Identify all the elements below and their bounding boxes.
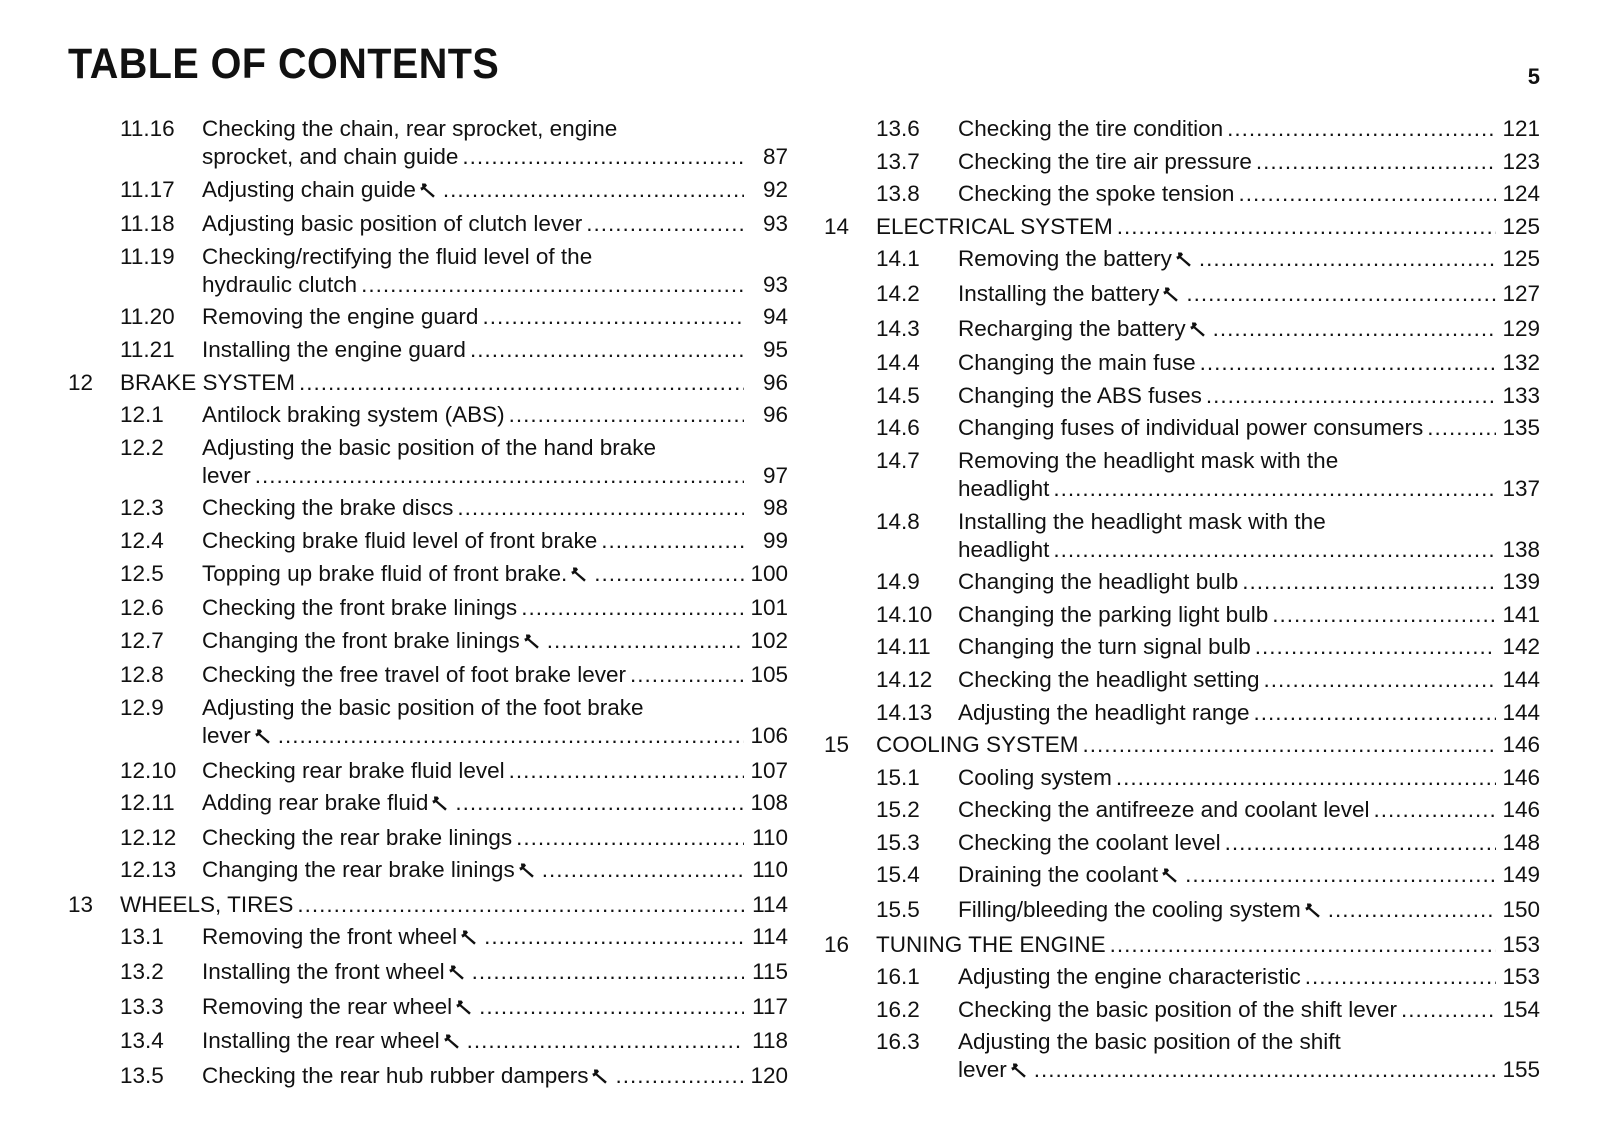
- toc-entry[interactable]: [824, 382, 1540, 410]
- toc-entry-page: 135: [1502, 415, 1540, 441]
- toc-entry-page: 92: [762, 176, 788, 202]
- toc-entry[interactable]: [824, 931, 1540, 959]
- toc-entry-number: 16.2: [876, 996, 920, 1022]
- toc-entry-title: sprocket, and chain guide: [202, 144, 459, 169]
- toc-entry-number: 12.1: [120, 402, 164, 428]
- toc-entry-page: 87: [762, 144, 788, 169]
- dot-leader: [1256, 148, 1496, 176]
- dot-leader: [1213, 315, 1496, 343]
- dot-leader: [1328, 896, 1496, 924]
- toc-entry-page: 137: [1502, 475, 1540, 501]
- toc-entry-title: Changing the headlight bulb: [958, 569, 1239, 595]
- toc-entry-title: Checking the tire air pressure: [958, 148, 1252, 174]
- dot-leader: [1053, 475, 1496, 503]
- toc-entry-title: Checking the chain, rear sprocket, engine: [202, 116, 618, 141]
- toc-entry-number: 13.2: [120, 959, 164, 985]
- wrench-icon: [455, 995, 475, 1023]
- toc-entry-title: Checking the basic position of the shift lever: [958, 996, 1397, 1022]
- toc-entry-title: lever: [958, 1056, 1030, 1086]
- toc-entry-title: Installing the engine guard: [202, 336, 466, 362]
- toc-entry-title: Adjusting the headlight range: [958, 699, 1250, 725]
- dot-leader: [455, 789, 744, 817]
- toc-entry-page: 124: [1502, 181, 1540, 207]
- toc-entry-page: 93: [762, 271, 788, 297]
- toc-entry-page: 139: [1502, 569, 1540, 595]
- toc-entry-number: 14.8: [876, 508, 920, 534]
- toc-entry-page: 132: [1502, 350, 1540, 376]
- toc-entry-title: Recharging the battery: [958, 315, 1209, 345]
- toc-entry-number: 11.20: [120, 304, 175, 330]
- toc-entry[interactable]: [824, 115, 1540, 143]
- toc-entry-title: lever: [202, 722, 274, 752]
- dot-leader: [1374, 796, 1496, 824]
- dot-leader: [1110, 931, 1496, 959]
- toc-entry-title: Adjusting basic position of clutch lever: [202, 211, 583, 237]
- toc-entry-number: 15: [824, 732, 850, 758]
- dot-leader: [1185, 861, 1496, 889]
- toc-entry-number: 13.6: [876, 116, 920, 141]
- toc-entry[interactable]: [68, 176, 788, 206]
- wrench-icon: [254, 724, 274, 752]
- toc-entry-number: 14.4: [876, 350, 920, 376]
- toc-entry-page: 144: [1502, 699, 1540, 725]
- toc-entry[interactable]: [68, 993, 788, 1023]
- toc-entry-title: Removing the rear wheel: [202, 993, 475, 1023]
- dot-leader: [1263, 666, 1496, 694]
- toc-entry-title: ELECTRICAL SYSTEM: [876, 213, 1113, 239]
- toc-entry[interactable]: [824, 601, 1540, 629]
- toc-entry[interactable]: [68, 401, 788, 429]
- dot-leader: [479, 993, 744, 1021]
- toc-entry-title: Checking/rectifying the fluid level of the: [202, 243, 593, 269]
- toc-entry-number: 15.5: [876, 897, 920, 923]
- toc-entry[interactable]: [68, 210, 788, 238]
- toc-entry-page: 118: [752, 1028, 788, 1054]
- toc-entry-number: 12: [68, 369, 94, 395]
- dot-leader: [1083, 731, 1496, 759]
- dot-leader: [509, 401, 744, 429]
- toc-entry[interactable]: [824, 245, 1540, 275]
- dot-leader: [630, 661, 744, 689]
- toc-entry-title: Adjusting chain guide: [202, 176, 439, 206]
- toc-entry-page: 93: [762, 211, 788, 237]
- toc-entry[interactable]: [68, 891, 788, 919]
- toc-entry-page: 98: [762, 495, 788, 521]
- dot-leader: [467, 1027, 744, 1055]
- toc-entry[interactable]: [824, 568, 1540, 596]
- toc-entry-title: Checking the antifreeze and coolant level: [958, 797, 1370, 823]
- toc-entry-title: Changing fuses of individual power consumers: [958, 415, 1424, 441]
- toc-entry[interactable]: [824, 731, 1540, 759]
- toc-entry-title: Cooling system: [958, 764, 1112, 790]
- toc-entry-title: hydraulic clutch: [202, 271, 358, 297]
- toc-entry-title: Adjusting the basic position of the shift: [958, 1029, 1341, 1055]
- wrench-icon: [448, 960, 468, 988]
- toc-entry[interactable]: [824, 996, 1540, 1024]
- dot-leader: [542, 856, 744, 884]
- toc-entry-page: 97: [762, 462, 788, 488]
- toc-entry-number: 14.11: [876, 634, 931, 660]
- toc-entry[interactable]: [824, 796, 1540, 824]
- toc-entry[interactable]: [68, 594, 788, 622]
- toc-entry-title: Checking brake fluid level of front brake: [202, 527, 598, 553]
- dot-leader: [462, 143, 744, 171]
- wrench-icon: [518, 858, 538, 886]
- dot-leader: [472, 958, 744, 986]
- toc-entry-number: 12.13: [120, 857, 177, 883]
- toc-entry-number: 12.3: [120, 495, 164, 521]
- toc-entry-title: COOLING SYSTEM: [876, 732, 1079, 758]
- toc-entry-number: 14.3: [876, 315, 920, 341]
- toc-entry-title: Checking the front brake linings: [202, 595, 518, 621]
- toc-entry-title: Checking the spoke tension: [958, 181, 1235, 207]
- dot-leader: [1117, 213, 1496, 241]
- toc-entry[interactable]: [824, 829, 1540, 857]
- toc-entry-title: Checking the rear hub rubber dampers: [202, 1062, 611, 1092]
- toc-entry[interactable]: [824, 633, 1540, 661]
- dot-leader: [1227, 115, 1496, 143]
- toc-entry[interactable]: [824, 861, 1540, 891]
- toc-entry-page: 155: [1502, 1057, 1540, 1083]
- toc-entry-page: 114: [752, 924, 788, 950]
- toc-entry-number: 12.8: [120, 662, 164, 688]
- toc-entry-number: 12.7: [120, 627, 164, 653]
- toc-entry-page: 123: [1502, 148, 1540, 174]
- dot-leader: [1186, 280, 1496, 308]
- toc-entry-number: 13.5: [120, 1062, 164, 1088]
- toc-entry-page: 106: [750, 722, 788, 748]
- toc-entry-page: 115: [752, 959, 788, 985]
- toc-entry-number: 13: [68, 891, 94, 917]
- dot-leader: [1206, 382, 1496, 410]
- dot-leader: [297, 891, 744, 919]
- toc-entry[interactable]: [824, 315, 1540, 345]
- toc-entry[interactable]: [824, 280, 1540, 310]
- dot-leader: [1053, 536, 1496, 564]
- toc-entry-page: 125: [1502, 213, 1540, 239]
- toc-entry[interactable]: [68, 1062, 788, 1092]
- dot-leader: [1238, 180, 1496, 208]
- dot-leader: [255, 462, 744, 490]
- toc-entry-number: 12.5: [120, 560, 164, 586]
- toc-entry[interactable]: [824, 699, 1540, 727]
- toc-entry-number: 13.8: [876, 181, 920, 207]
- toc-entry-number: 12.11: [120, 790, 175, 816]
- toc-entry-page: 99: [762, 527, 788, 553]
- toc-entry-title: BRAKE SYSTEM: [120, 369, 296, 395]
- toc-entry-title: Removing the battery: [958, 245, 1195, 275]
- toc-entry-title: Installing the headlight mask with the: [958, 508, 1326, 534]
- toc-entry-number: 15.1: [876, 764, 920, 790]
- toc-entry-page: 153: [1502, 964, 1540, 990]
- toc-entry-page: 117: [752, 993, 788, 1019]
- toc-entry-number: 14.12: [876, 666, 933, 692]
- toc-entry-title: WHEELS, TIRES: [120, 891, 294, 917]
- toc-entry-title: Adjusting the basic position of the hand brake: [202, 434, 657, 460]
- toc-entry-number: 11.16: [120, 116, 175, 141]
- toc-entry-page: 141: [1502, 601, 1540, 627]
- wrench-icon: [1189, 317, 1209, 345]
- toc-entry-number: 14.9: [876, 569, 920, 595]
- toc-entry-title: Checking the tire condition: [958, 116, 1224, 141]
- toc-entry-number: 14.2: [876, 280, 920, 306]
- toc-entry-number: 12.4: [120, 527, 164, 553]
- toc-entry[interactable]: [824, 349, 1540, 377]
- toc-entry[interactable]: [68, 494, 788, 522]
- toc-entry-page: 110: [752, 857, 788, 883]
- toc-entry-number: 12.2: [120, 434, 164, 460]
- toc-entry-number: 11.17: [120, 176, 175, 202]
- toc-entry-number: 11.21: [120, 336, 175, 362]
- wrench-icon: [1304, 898, 1324, 926]
- dot-leader: [1200, 349, 1496, 377]
- wrench-icon: [443, 1029, 463, 1057]
- toc-entry[interactable]: [68, 434, 788, 490]
- dot-leader: [509, 757, 744, 785]
- toc-entry-page: 154: [1502, 996, 1540, 1022]
- toc-entry-title: Filling/bleeding the cooling system: [958, 896, 1324, 926]
- toc-entry-page: 144: [1502, 666, 1540, 692]
- toc-entry-page: 125: [1502, 246, 1540, 272]
- toc-entry-title: Removing the headlight mask with the: [958, 447, 1339, 473]
- toc-entry[interactable]: [824, 764, 1540, 792]
- toc-entry-number: 16.3: [876, 1029, 920, 1055]
- toc-entry-title: Removing the front wheel: [202, 923, 480, 953]
- dot-leader: [1034, 1056, 1496, 1084]
- toc-entry-page: 107: [750, 757, 788, 783]
- toc-entry[interactable]: [68, 757, 788, 785]
- wrench-icon: [431, 791, 451, 819]
- dot-leader: [594, 560, 744, 588]
- toc-entry-number: 12.6: [120, 595, 164, 621]
- toc-entry-title: Installing the front wheel: [202, 958, 468, 988]
- toc-entry-title: Checking the brake discs: [202, 495, 454, 521]
- toc-entry[interactable]: [824, 148, 1540, 176]
- toc-entry-number: 16.1: [876, 964, 920, 990]
- toc-entry-number: 14.13: [876, 699, 933, 725]
- toc-entry-title: Installing the battery: [958, 280, 1182, 310]
- dot-leader: [615, 1062, 744, 1090]
- toc-entry-page: 94: [762, 304, 788, 330]
- dot-leader: [1272, 601, 1496, 629]
- toc-entry-number: 12.12: [120, 824, 177, 850]
- toc-entry[interactable]: [68, 1027, 788, 1057]
- dot-leader: [1225, 829, 1496, 857]
- toc-entry-page: 108: [750, 790, 788, 816]
- toc-entry-number: 13.7: [876, 148, 920, 174]
- toc-entry-title: Checking the rear brake linings: [202, 824, 513, 850]
- dot-leader: [1199, 245, 1496, 273]
- toc-entry-page: 105: [750, 662, 788, 688]
- toc-entry-title: TUNING THE ENGINE: [876, 931, 1106, 957]
- toc-entry[interactable]: [68, 560, 788, 590]
- toc-entry-number: 14.7: [876, 447, 920, 473]
- toc-entry[interactable]: [824, 963, 1540, 991]
- toc-entry-title: Draining the coolant: [958, 861, 1181, 891]
- toc-entry[interactable]: [68, 789, 788, 819]
- toc-entry-number: 14.5: [876, 382, 920, 408]
- toc-entry-title: Changing the rear brake linings: [202, 856, 538, 886]
- toc-entry-number: 12.9: [120, 694, 164, 720]
- wrench-icon: [1161, 863, 1181, 891]
- toc-entry-number: 14.6: [876, 415, 920, 441]
- toc-entry-page: 150: [1502, 897, 1540, 923]
- toc-entry[interactable]: [824, 180, 1540, 208]
- toc-entry-number: 16: [824, 931, 850, 957]
- dot-leader: [1305, 963, 1496, 991]
- toc-entry-page: 149: [1502, 862, 1540, 888]
- toc-entry[interactable]: [68, 694, 788, 752]
- toc-entry-title: Adding rear brake fluid: [202, 789, 451, 819]
- toc-entry-number: 14: [824, 213, 850, 239]
- page-number: 5: [1527, 64, 1540, 89]
- toc-entry[interactable]: [824, 896, 1540, 926]
- toc-entry-number: 13.4: [120, 1028, 164, 1054]
- wrench-icon: [1010, 1058, 1030, 1086]
- toc-entry-title: Checking the headlight setting: [958, 666, 1260, 692]
- toc-entry[interactable]: [68, 303, 788, 331]
- toc-entry-title: headlight: [958, 536, 1050, 562]
- toc-entry-title: headlight: [958, 475, 1050, 501]
- toc-entry-number: 14.10: [876, 601, 933, 627]
- toc-entry-title: Adjusting the engine characteristic: [958, 964, 1301, 990]
- toc-entry-page: 138: [1502, 536, 1540, 562]
- toc-entry[interactable]: [824, 1028, 1540, 1086]
- dot-leader: [1401, 996, 1496, 1024]
- toc-entry-number: 15.4: [876, 862, 920, 888]
- wrench-icon: [460, 925, 480, 953]
- toc-entry-page: 120: [750, 1062, 788, 1088]
- toc-entry-title: Topping up brake fluid of front brake.: [202, 560, 590, 590]
- toc-entry[interactable]: [68, 856, 788, 886]
- dot-leader: [1427, 414, 1496, 442]
- toc-entry[interactable]: [68, 527, 788, 555]
- toc-left-column: [68, 115, 788, 1096]
- toc-entry-page: 129: [1502, 315, 1540, 341]
- toc-entry-number: 11.19: [120, 243, 175, 269]
- dot-leader: [470, 336, 744, 364]
- wrench-icon: [1175, 247, 1195, 275]
- toc-entry-title: Changing the parking light bulb: [958, 601, 1269, 627]
- dot-leader: [457, 494, 744, 522]
- toc-entry-page: 146: [1502, 732, 1540, 758]
- toc-entry-title: Changing the main fuse: [958, 350, 1196, 376]
- toc-entry-page: 133: [1502, 382, 1540, 408]
- toc-entry-page: 142: [1502, 634, 1540, 660]
- toc-entry[interactable]: [68, 958, 788, 988]
- toc-entry-page: 110: [752, 824, 788, 850]
- toc-entry-title: Checking the free travel of foot brake lever: [202, 662, 626, 688]
- wrench-icon: [523, 629, 543, 657]
- dot-leader: [299, 369, 744, 397]
- toc-entry[interactable]: [68, 115, 788, 171]
- toc-entry-page: 114: [752, 891, 788, 917]
- toc-entry-title: Changing the front brake linings: [202, 627, 543, 657]
- toc-entry-page: 146: [1502, 764, 1540, 790]
- toc-entry[interactable]: [68, 923, 788, 953]
- toc-entry-title: Installing the rear wheel: [202, 1027, 463, 1057]
- toc-entry[interactable]: [68, 369, 788, 397]
- toc-entry-number: 13.1: [120, 924, 164, 950]
- toc-entry[interactable]: [68, 243, 788, 299]
- toc-entry[interactable]: [824, 666, 1540, 694]
- toc-entry-title: Checking the coolant level: [958, 829, 1221, 855]
- toc-entry-title: Changing the ABS fuses: [958, 382, 1202, 408]
- toc-entry-page: 96: [762, 402, 788, 428]
- toc-entry-title: lever: [202, 462, 251, 488]
- toc-entry[interactable]: [824, 508, 1540, 564]
- dot-leader: [484, 923, 744, 951]
- dot-leader: [361, 271, 744, 299]
- toc-entry-page: 100: [750, 560, 788, 586]
- toc-entry-page: 153: [1502, 931, 1540, 957]
- toc-entry[interactable]: [824, 213, 1540, 241]
- dot-leader: [521, 594, 744, 622]
- toc-entry-number: 13.3: [120, 993, 164, 1019]
- toc-entry-title: Antilock braking system (ABS): [202, 402, 505, 428]
- dot-leader: [586, 210, 744, 238]
- wrench-icon: [419, 178, 439, 206]
- toc-entry[interactable]: [68, 627, 788, 657]
- toc-entry-title: Removing the engine guard: [202, 304, 479, 330]
- toc-entry-number: 14.1: [876, 246, 920, 272]
- toc-entry[interactable]: [824, 414, 1540, 442]
- toc-entry[interactable]: [68, 661, 788, 689]
- dot-leader: [482, 303, 744, 331]
- toc-entry[interactable]: [68, 336, 788, 364]
- dot-leader: [601, 527, 744, 555]
- toc-entry-number: 15.2: [876, 797, 920, 823]
- toc-entry-page: 101: [750, 595, 788, 621]
- dot-leader: [278, 722, 744, 750]
- dot-leader: [1116, 764, 1496, 792]
- wrench-icon: [591, 1064, 611, 1092]
- dot-leader: [516, 824, 744, 852]
- toc-entry-number: 11.18: [120, 211, 175, 237]
- wrench-icon: [1162, 282, 1182, 310]
- dot-leader: [547, 627, 744, 655]
- toc-entry-number: 12.10: [120, 757, 177, 783]
- toc-entry-page: 148: [1502, 829, 1540, 855]
- dot-leader: [1253, 699, 1496, 727]
- wrench-icon: [570, 562, 590, 590]
- dot-leader: [1255, 633, 1496, 661]
- toc-entry-page: 121: [1502, 116, 1540, 141]
- toc-entry-page: 102: [750, 627, 788, 653]
- toc-entry-number: 15.3: [876, 829, 920, 855]
- toc-entry[interactable]: [68, 824, 788, 852]
- toc-entry-title: Adjusting the basic position of the foot brake: [202, 694, 644, 720]
- dot-leader: [443, 176, 744, 204]
- toc-entry[interactable]: [824, 447, 1540, 503]
- page-title: TABLE OF CONTENTS: [68, 40, 500, 88]
- toc-entry-title: Changing the turn signal bulb: [958, 634, 1251, 660]
- toc-entry-page: 95: [762, 336, 788, 362]
- toc-entry-page: 127: [1502, 280, 1540, 306]
- toc-right-column: [824, 115, 1540, 1091]
- toc-entry-page: 146: [1502, 797, 1540, 823]
- toc-entry-page: 96: [762, 369, 788, 395]
- toc-entry-title: Checking rear brake fluid level: [202, 757, 505, 783]
- dot-leader: [1242, 568, 1496, 596]
